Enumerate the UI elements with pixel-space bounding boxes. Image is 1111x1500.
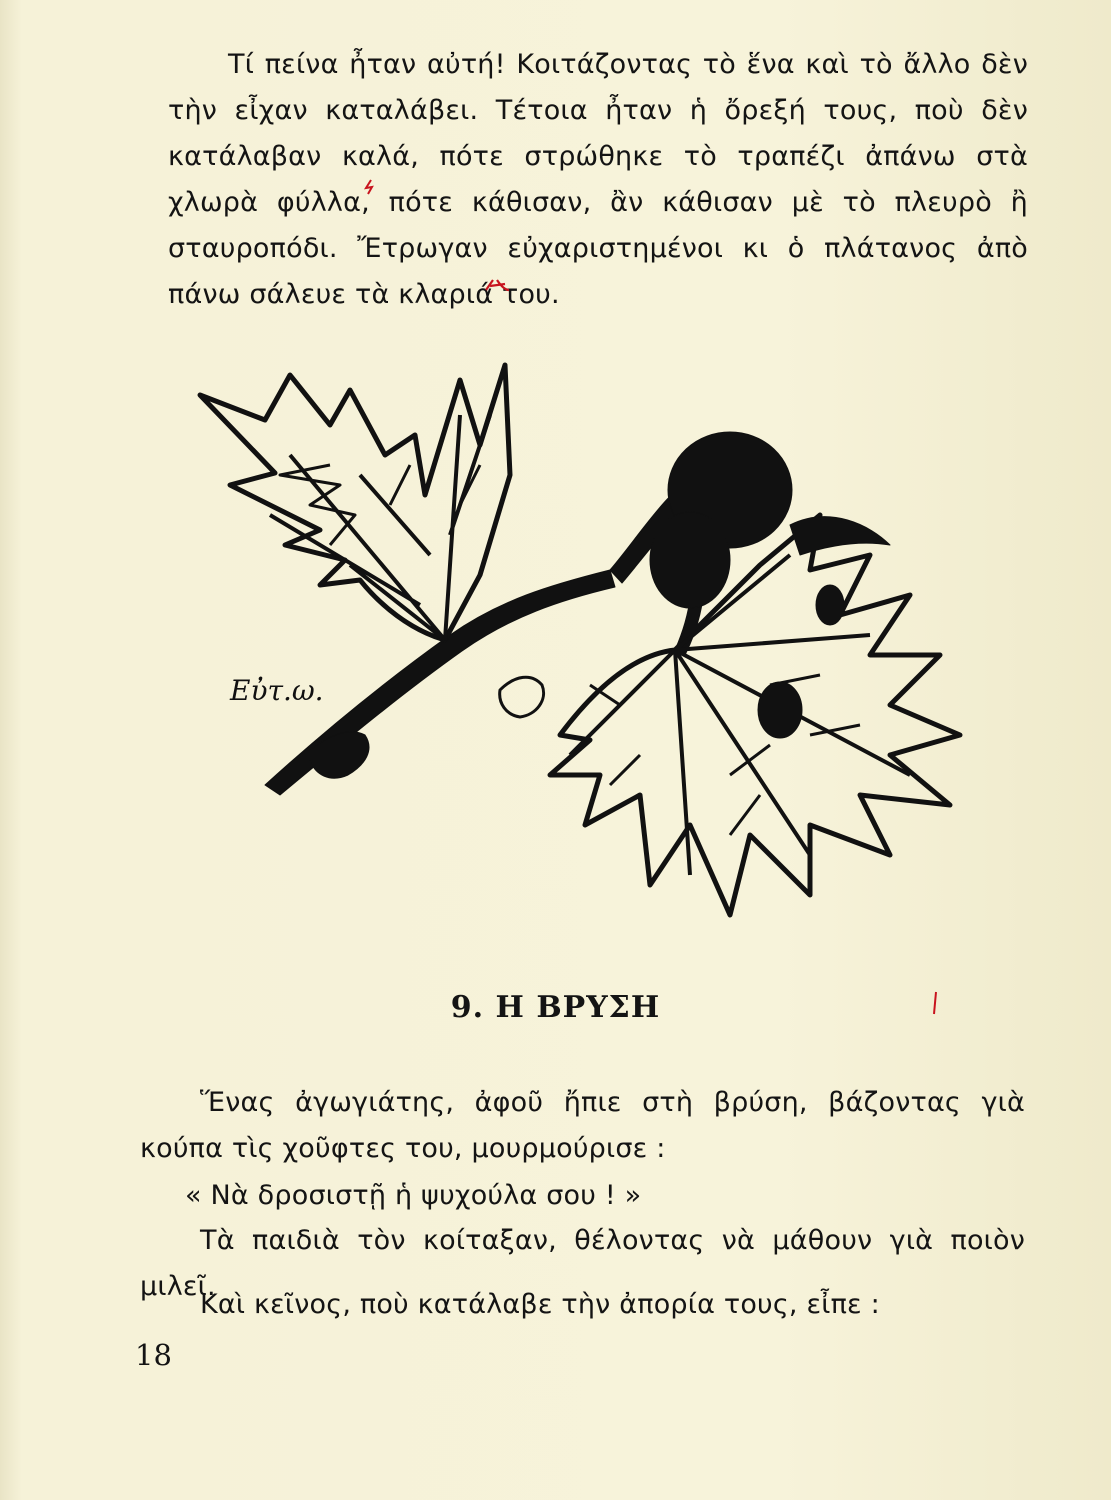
- section-title: 9. Η ΒΡΥΣΗ: [450, 990, 661, 1025]
- paragraph-muleteer: Ἕνας ἀγωγιάτης, ἀφοῦ ἤπιε στὴ βρύση, βάζοντας γιὰ κούπα τὶς χοῦφτες του, μουρμούρισε :: [140, 1087, 1025, 1164]
- paragraph-children: Τὰ παιδιὰ τὸν κοίταξαν, θέλοντας νὰ μάθουν γιὰ ποιὸν μιλεῖ.: [140, 1225, 1025, 1302]
- paragraph-meal: Τί πείνα ἦταν αὐτή! Κοιτάζοντας τὸ ἕνα καὶ τὸ ἄλλο δὲν τὴν εἶχαν καταλάβει. Τέτοια ἦταν ἡ ὄρεξή τους, ποὺ δὲν κατάλαβαν καλά, πότε στρώθηκε τὸ τραπέζι ἀπάνω στὰ χλωρὰ φύλλα, πότε κάθισαν, ἂν κάθισαν μὲ τὸ πλευρὸ ἢ σταυροπόδι. Ἔτρωγαν εὐχαριστημένοι κι ὁ πλάτανος ἀπὸ πάνω σάλευε τὰ κλαριά του.: [168, 49, 1028, 310]
- red-pencil-mark-title: [928, 990, 942, 1016]
- red-pencil-mark-comma: [362, 178, 376, 196]
- illustration-signature: Εὐτ.ω.: [230, 674, 324, 707]
- plane-tree-branch-drawing: [170, 355, 970, 945]
- paragraph-reply: Καὶ κεῖνος, ποὺ κατάλαβε τὴν ἀπορία τους, εἶπε :: [200, 1289, 880, 1320]
- page-number: 18: [135, 1338, 172, 1372]
- quote-line: « Νὰ δροσιστῇ ἡ ψυχούλα σου ! »: [185, 1180, 642, 1211]
- red-pencil-mark-end: [483, 276, 513, 296]
